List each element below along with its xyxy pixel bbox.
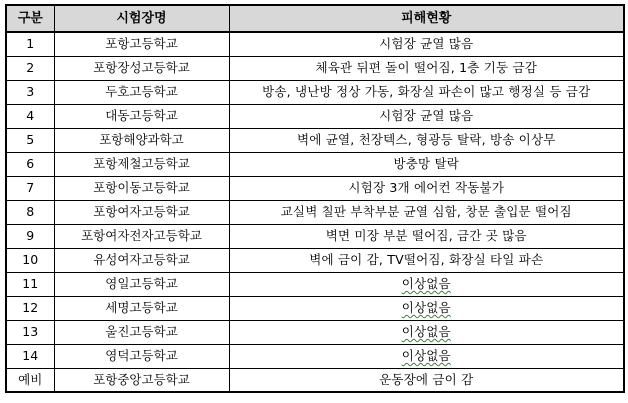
exam-site-cell: 유성여자고등학교: [54, 248, 229, 272]
table-row: [6, 344, 624, 368]
exam-site-cell: 포항장성고등학교: [54, 56, 229, 80]
damage-status-cell: 이상없음: [229, 320, 624, 344]
exam-site-cell: 포항여자전자고등학교: [54, 224, 229, 248]
table-body: [6, 32, 624, 392]
exam-site-cell: 두호고등학교: [54, 80, 229, 104]
damage-status-cell: 방송, 냉난방 정상 가동, 화장실 파손이 많고 행정실 등 금감: [229, 80, 624, 104]
exam-site-cell: 포항제철고등학교: [54, 152, 229, 176]
damage-status-cell: 방충망 탈락: [229, 152, 624, 176]
exam-site-cell: 포항여자고등학교: [54, 200, 229, 224]
damage-status-cell: 교실벽 칠판 부착부분 균열 심함, 창문 출입문 떨어짐: [229, 200, 624, 224]
row-number-cell: 10: [6, 248, 54, 272]
damage-status-cell: 벽에 금이 감, TV떨어짐, 화장실 타일 파손: [229, 248, 624, 272]
row-number-cell: 13: [6, 320, 54, 344]
table-row: [6, 80, 624, 104]
table-row: [6, 176, 624, 200]
damage-status-cell: 시험장 3개 에어컨 작동불가: [229, 176, 624, 200]
row-number-cell: 8: [6, 200, 54, 224]
damage-status-cell: 운동장에 금이 감: [229, 368, 624, 392]
row-number-cell: 2: [6, 56, 54, 80]
row-number-cell: 6: [6, 152, 54, 176]
row-number-cell: 14: [6, 344, 54, 368]
exam-site-cell: 대동고등학교: [54, 104, 229, 128]
row-number-cell: 11: [6, 272, 54, 296]
table-row: [6, 368, 624, 392]
row-number-cell: 예비: [6, 368, 54, 392]
exam-site-cell: 포항고등학교: [54, 32, 229, 56]
exam-site-cell: 포항해양과학고: [54, 128, 229, 152]
exam-site-cell: 포항중앙고등학교: [54, 368, 229, 392]
table-row: [6, 272, 624, 296]
damage-status-cell: 시험장 균열 많음: [229, 104, 624, 128]
damage-status-cell: 체육관 뒤편 돌이 떨어짐, 1층 기둥 금감: [229, 56, 624, 80]
exam-site-cell: 울진고등학교: [54, 320, 229, 344]
header-damage-status: 피해현황: [229, 5, 624, 32]
damage-status-cell: 이상없음: [229, 296, 624, 320]
damage-status-cell: 이상없음: [229, 272, 624, 296]
damage-status-cell: 이상없음: [229, 344, 624, 368]
exam-site-cell: 세명고등학교: [54, 296, 229, 320]
table-row: [6, 248, 624, 272]
table-row: [6, 56, 624, 80]
exam-site-cell: 영덕고등학교: [54, 344, 229, 368]
table-row: [6, 224, 624, 248]
damage-status-cell: 벽면 미장 부분 떨어짐, 금간 곳 많음: [229, 224, 624, 248]
header-row: [6, 5, 624, 32]
table-row: [6, 200, 624, 224]
exam-site-cell: 영일고등학교: [54, 272, 229, 296]
table-row: [6, 320, 624, 344]
header-category: 구분: [6, 5, 54, 32]
row-number-cell: 3: [6, 80, 54, 104]
exam-site-cell: 포항이동고등학교: [54, 176, 229, 200]
table-row: [6, 152, 624, 176]
row-number-cell: 7: [6, 176, 54, 200]
damage-status-table: [5, 4, 625, 393]
damage-status-table-container: [5, 4, 623, 393]
table-row: [6, 296, 624, 320]
table-row: [6, 128, 624, 152]
damage-status-cell: 시험장 균열 많음: [229, 32, 624, 56]
table-row: [6, 104, 624, 128]
table-row: [6, 32, 624, 56]
header-exam-site: 시험장명: [54, 5, 229, 32]
row-number-cell: 1: [6, 32, 54, 56]
row-number-cell: 5: [6, 128, 54, 152]
damage-status-cell: 벽에 균열, 천장텍스, 형광등 탈락, 방송 이상무: [229, 128, 624, 152]
row-number-cell: 12: [6, 296, 54, 320]
row-number-cell: 9: [6, 224, 54, 248]
row-number-cell: 4: [6, 104, 54, 128]
